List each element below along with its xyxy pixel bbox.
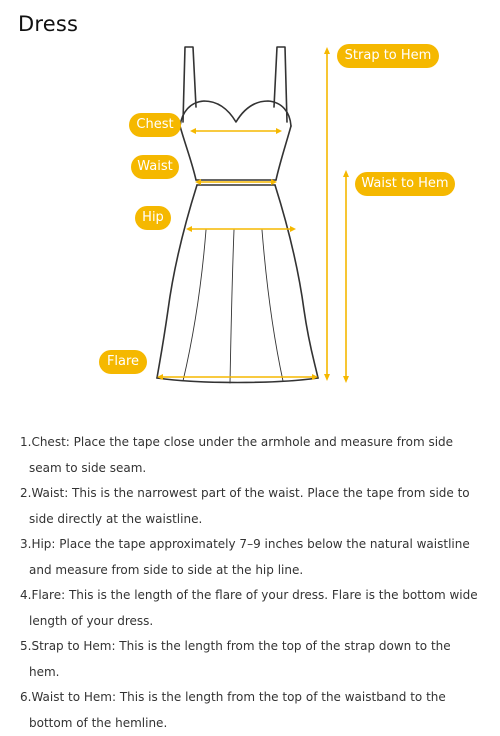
- note-hip: 3.Hip: Place the tape approximately 7–9 inches below the natural waistline and measure from side to side at the hip line.: [20, 537, 470, 577]
- right-strap: [274, 47, 287, 122]
- note-waist-to-hem: 6.Waist to Hem: This is the length from the top of the waistband to the bottom of the hemline.: [20, 690, 446, 730]
- waist-tag: Waist: [131, 155, 179, 179]
- waist-to-hem-tag: Waist to Hem: [355, 172, 455, 196]
- note-flare: 4.Flare: This is the length of the flare of your dress. Flare is the bottom wide length of your dress.: [20, 588, 478, 628]
- note-waist: 2.Waist: This is the narrowest part of the waist. Place the tape from side to side directly at the waistline.: [20, 486, 470, 526]
- flare-tag: Flare: [99, 350, 147, 374]
- hem: [157, 378, 318, 383]
- bodice-left: [180, 126, 196, 180]
- dress-outline: [157, 47, 318, 383]
- note-chest: 1.Chest: Place the tape close under the armhole and measure from side seam to side seam.: [20, 435, 454, 475]
- skirt-right: [275, 185, 318, 378]
- page-title: Dress: [18, 12, 79, 36]
- note-strap-to-hem: 5.Strap to Hem: This is the length from the top of the strap down to the hem.: [20, 639, 451, 679]
- hip-tag: Hip: [135, 206, 171, 230]
- measure-lines: [157, 47, 349, 383]
- strap-to-hem-tag: Strap to Hem: [337, 44, 439, 68]
- measurement-notes: [20, 430, 482, 736]
- chest-tag: Chest: [129, 113, 181, 137]
- bodice-right: [276, 126, 291, 180]
